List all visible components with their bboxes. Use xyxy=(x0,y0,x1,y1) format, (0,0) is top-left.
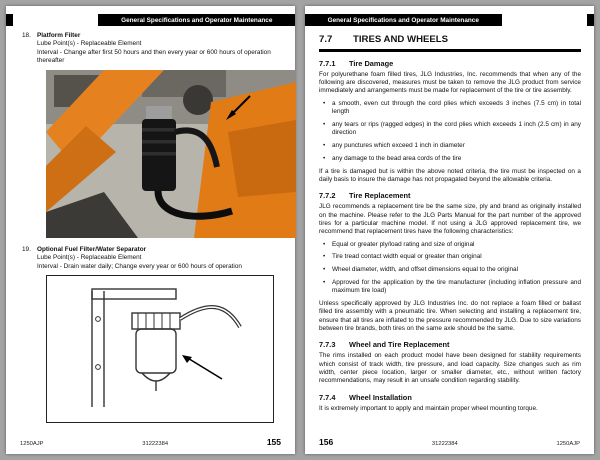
item-title: Platform Filter xyxy=(37,32,81,39)
footer-model: 1250AJP xyxy=(556,441,580,447)
bullet-item xyxy=(323,100,581,117)
bullet-text: Wheel diameter, width, and offset dimensions equal to the original xyxy=(332,266,519,274)
item-lube-point: Lube Point(s) - Replaceable Element xyxy=(37,254,142,262)
subsection-number: 7.7.1 xyxy=(319,58,336,68)
page-155-header xyxy=(6,14,295,26)
bullet-text: any damage to the bead area cords of the tire xyxy=(332,154,462,162)
paragraph: If a tire is damaged but is within the above noted criteria, the tire must be inspected on a daily basis to insure the damage has not propagated beyond the allowable criteria. xyxy=(319,167,581,183)
subsection-heading-774 xyxy=(319,393,581,402)
paragraph: For polyurethane foam filled tires, JLG Industries, Inc. recommends that when any of the following are discovered, measures must be taken to remove the JLG product from service immediately and arrangements must be made for replacement of the tire or tire assembly. xyxy=(319,70,581,95)
bullet-text: Approved for the application by the tire manufacturer (including inflation pressure and maximum tire load) xyxy=(332,279,581,295)
page-156-header xyxy=(305,14,594,26)
item-text xyxy=(37,246,242,271)
section-number: 7.7 xyxy=(319,34,333,45)
subsection-number: 7.7.3 xyxy=(319,340,336,350)
subsection-number: 7.7.2 xyxy=(319,191,336,201)
footer-part-number: 31222384 xyxy=(431,441,458,447)
running-header: General Specifications and Operator Maintenance xyxy=(305,14,502,26)
platform-filter-photo-image xyxy=(46,70,296,238)
page-156-content xyxy=(319,32,581,417)
item-lube-point: Lube Point(s) - Replaceable Element xyxy=(37,40,142,48)
bullet-item xyxy=(323,142,581,150)
maintenance-item-19 xyxy=(22,246,283,271)
item-interval: Interval - Drain water daily; Change every year or 600 hours of operation xyxy=(37,262,242,270)
page-156-footer xyxy=(319,437,580,447)
bullet-item xyxy=(323,266,581,274)
subsection-title: Tire Damage xyxy=(349,58,394,68)
bullet-marker: • xyxy=(323,99,326,107)
paragraph: The rims installed on each product model have been designed for stability requirements which consist of track width, tire pressure, and load capacity. Size changes such as rim width, center piece location, larger or smaller diameter, etc., without written factory recommendations, may result in an unsafe condition regarding stability. xyxy=(319,352,581,385)
page-156 xyxy=(305,6,594,454)
bullet-text: any tears or rips (ragged edges) in the cord plies which exceeds 1 inch (2.5 cm) in any direction xyxy=(332,120,581,137)
footer-page-number: 155 xyxy=(266,437,281,447)
bullet-text: any punctures which exceed 1 inch in diameter xyxy=(332,141,465,149)
page-155-footer xyxy=(20,437,281,447)
bullet-marker: • xyxy=(323,253,326,261)
bullet-text: a smooth, even cut through the cord plies which exceeds 3 inches (7.5 cm) in total length xyxy=(332,99,581,115)
bullet-item xyxy=(323,241,581,249)
paragraph: It is extremely important to apply and maintain proper wheel mounting torque. xyxy=(319,404,538,412)
section-title: TIRES AND WHEELS xyxy=(353,34,449,45)
item-text xyxy=(37,32,283,66)
platform-filter-photo xyxy=(46,70,283,238)
subsection-heading-771 xyxy=(319,59,581,68)
running-header: General Specifications and Operator Maintenance xyxy=(98,14,295,26)
paragraph: JLG recommends a replacement tire be the same size, ply and brand as originally installed on the machine. Please refer to the JLG Parts Manual for the part number of the approved tires for a particular machine model. If not using a JLG approved replacement tire, we recommend that replacement tires have the following characteristics: xyxy=(319,203,581,236)
subsection-title: Tire Replacement xyxy=(349,191,411,201)
subsection-title: Wheel and Tire Replacement xyxy=(349,340,450,350)
footer-model: 1250AJP xyxy=(20,441,44,447)
bullet-marker: • xyxy=(323,154,326,162)
bullet-marker: • xyxy=(323,240,326,248)
section-rule xyxy=(319,49,581,52)
item-number: 19. xyxy=(22,245,31,253)
subsection-number: 7.7.4 xyxy=(319,392,336,402)
subsection-heading-773 xyxy=(319,340,581,349)
bullet-item xyxy=(323,253,581,261)
fuel-filter-drawing-image xyxy=(46,275,274,423)
page-155 xyxy=(6,6,295,454)
item-interval: Interval - Change after first 50 hours and then every year or 600 hours of operation thereafter xyxy=(37,48,271,65)
bullet-item xyxy=(323,155,581,163)
bullet-marker: • xyxy=(323,120,326,128)
bullet-marker: • xyxy=(323,279,326,286)
fuel-filter-drawing xyxy=(46,275,283,423)
header-edge-tab xyxy=(587,14,594,26)
bullet-marker: • xyxy=(323,141,326,149)
bullet-marker: • xyxy=(323,266,326,274)
bullet-item xyxy=(323,279,581,296)
page-155-content xyxy=(22,32,283,431)
subsection-heading-772 xyxy=(319,191,581,200)
section-heading xyxy=(319,34,581,45)
bullet-text: Tire tread contact width equal or greater than original xyxy=(332,253,482,261)
header-edge-tab xyxy=(6,14,13,26)
bullet-text: Equal or greater ply/load rating and size of original xyxy=(332,240,475,248)
maintenance-item-18 xyxy=(22,32,283,66)
subsection-title: Wheel Installation xyxy=(349,392,412,402)
bullet-item xyxy=(323,121,581,138)
footer-part-number: 31222384 xyxy=(142,441,169,447)
item-number: 18. xyxy=(22,32,31,39)
footer-page-number: 156 xyxy=(319,437,334,447)
item-title: Optional Fuel Filter/Water Separator xyxy=(37,245,147,253)
paragraph: Unless specifically approved by JLG Industries Inc. do not replace a foam filled or ballast filled tire assembly with a pneumatic tire. When selecting and installing a replacement tire, ensure that all tires are inflated to the pressure recommended by JLG. Due to size variations between tire brands, both tires on the same axle should be the same. xyxy=(319,300,581,333)
